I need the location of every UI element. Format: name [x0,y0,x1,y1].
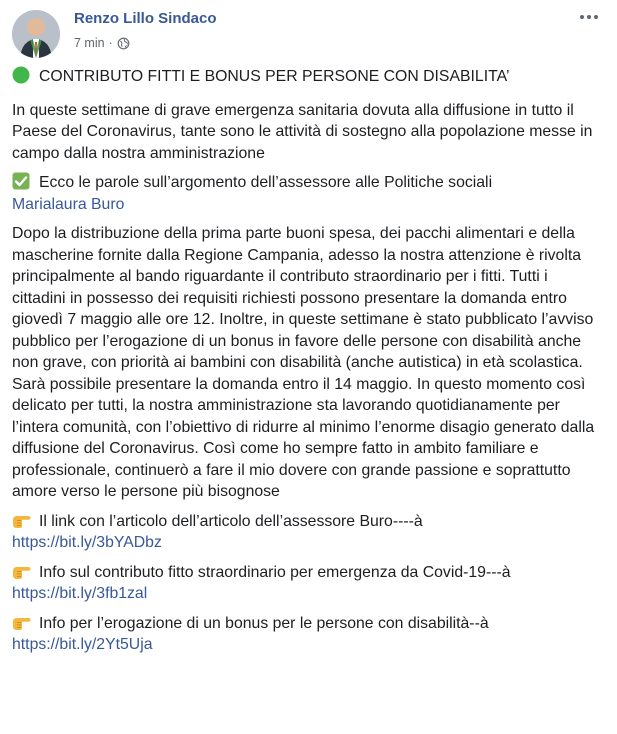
pointing-hand-icon [12,562,32,580]
link-url-2[interactable]: https://bit.ly/3fb1zal [12,585,148,602]
link-label-1: Il link con l’articolo dell’articolo dell’assessore Buro----à [39,512,423,530]
post-meta [74,36,130,50]
assessor-line: Ecco le parole sull’argomento dell’assessore alle Politiche sociali [39,174,493,191]
assessor-name-link[interactable]: Marialaura Buro [12,195,125,213]
globe-icon[interactable] [117,37,130,50]
check-mark-icon [12,172,32,190]
more-options-icon[interactable] [577,8,601,26]
assessor-paragraph [12,172,600,215]
body-paragraph: Dopo la distribuzione della prima parte buoni spesa, dei pacchi alimentari e della mascherine fornite dalla Regione Campania, adesso la nostra attenzione è rivolta principalmente al bando riguardante il contributo straordinario per i fitti. Tutti i cittadini in possesso dei requisiti richiesti possono presentare la domanda entro giovedì 7 maggio alle ore 12. Inoltre, in queste settimane è stato pubblicato l’avviso pubblico per l’erogazione di un bonus in favore delle persone con disabilità anche non grave, con priorità ai bambini con disabilità (anche autistica) in età scolastica. Sarà possibile presentare la domanda entro il 14 maggio. In questo momento così delicato per tutti, la nostra amministrazione sta lavorando quotidianamente per l’intera comunità, con l’obiettivo di ridurre al minimo l’enorme disagio generato dalla diffusione del Coronavirus. Così come ho sempre fatto in ambito familiare e professionale, continuerò a fare il mio dovere con grande passione e soprattutto amore verso le persone più bisognose [12,225,595,500]
author-name[interactable]: Renzo Lillo Sindaco [74,10,217,27]
post-content [12,66,600,664]
meta-separator: · [108,36,113,50]
avatar-image [12,10,60,58]
link-url-1[interactable]: https://bit.ly/3bYADbz [12,534,162,551]
link-paragraph-1 [12,511,600,554]
author-avatar[interactable] [12,10,60,58]
post-time[interactable]: 7 min [74,36,105,50]
link-label-3: Info per l’erogazione di un bonus per le persone con disabilità--à [39,614,489,632]
post-title: CONTRIBUTO FITTI E BONUS PER PERSONE CON DISABILITA’ [39,68,510,85]
link-paragraph-2 [12,562,600,605]
link-label-2: Info sul contributo fitto straordinario per emergenza da Covid-19---à [39,563,511,581]
intro-paragraph: In queste settimane di grave emergenza sanitaria dovuta alla diffusione in tutto il Paese del Coronavirus, tante sono le attività di sostegno alla popolazione messe in campo dalla nostra amministrazione [12,101,593,162]
pointing-hand-icon [12,511,32,529]
post-header [12,6,605,56]
post-title-paragraph [12,66,600,88]
link-url-3[interactable]: https://bit.ly/2Yt5Uja [12,636,153,653]
green-circle-icon [12,66,32,84]
link-paragraph-3 [12,613,600,656]
pointing-hand-icon [12,613,32,631]
